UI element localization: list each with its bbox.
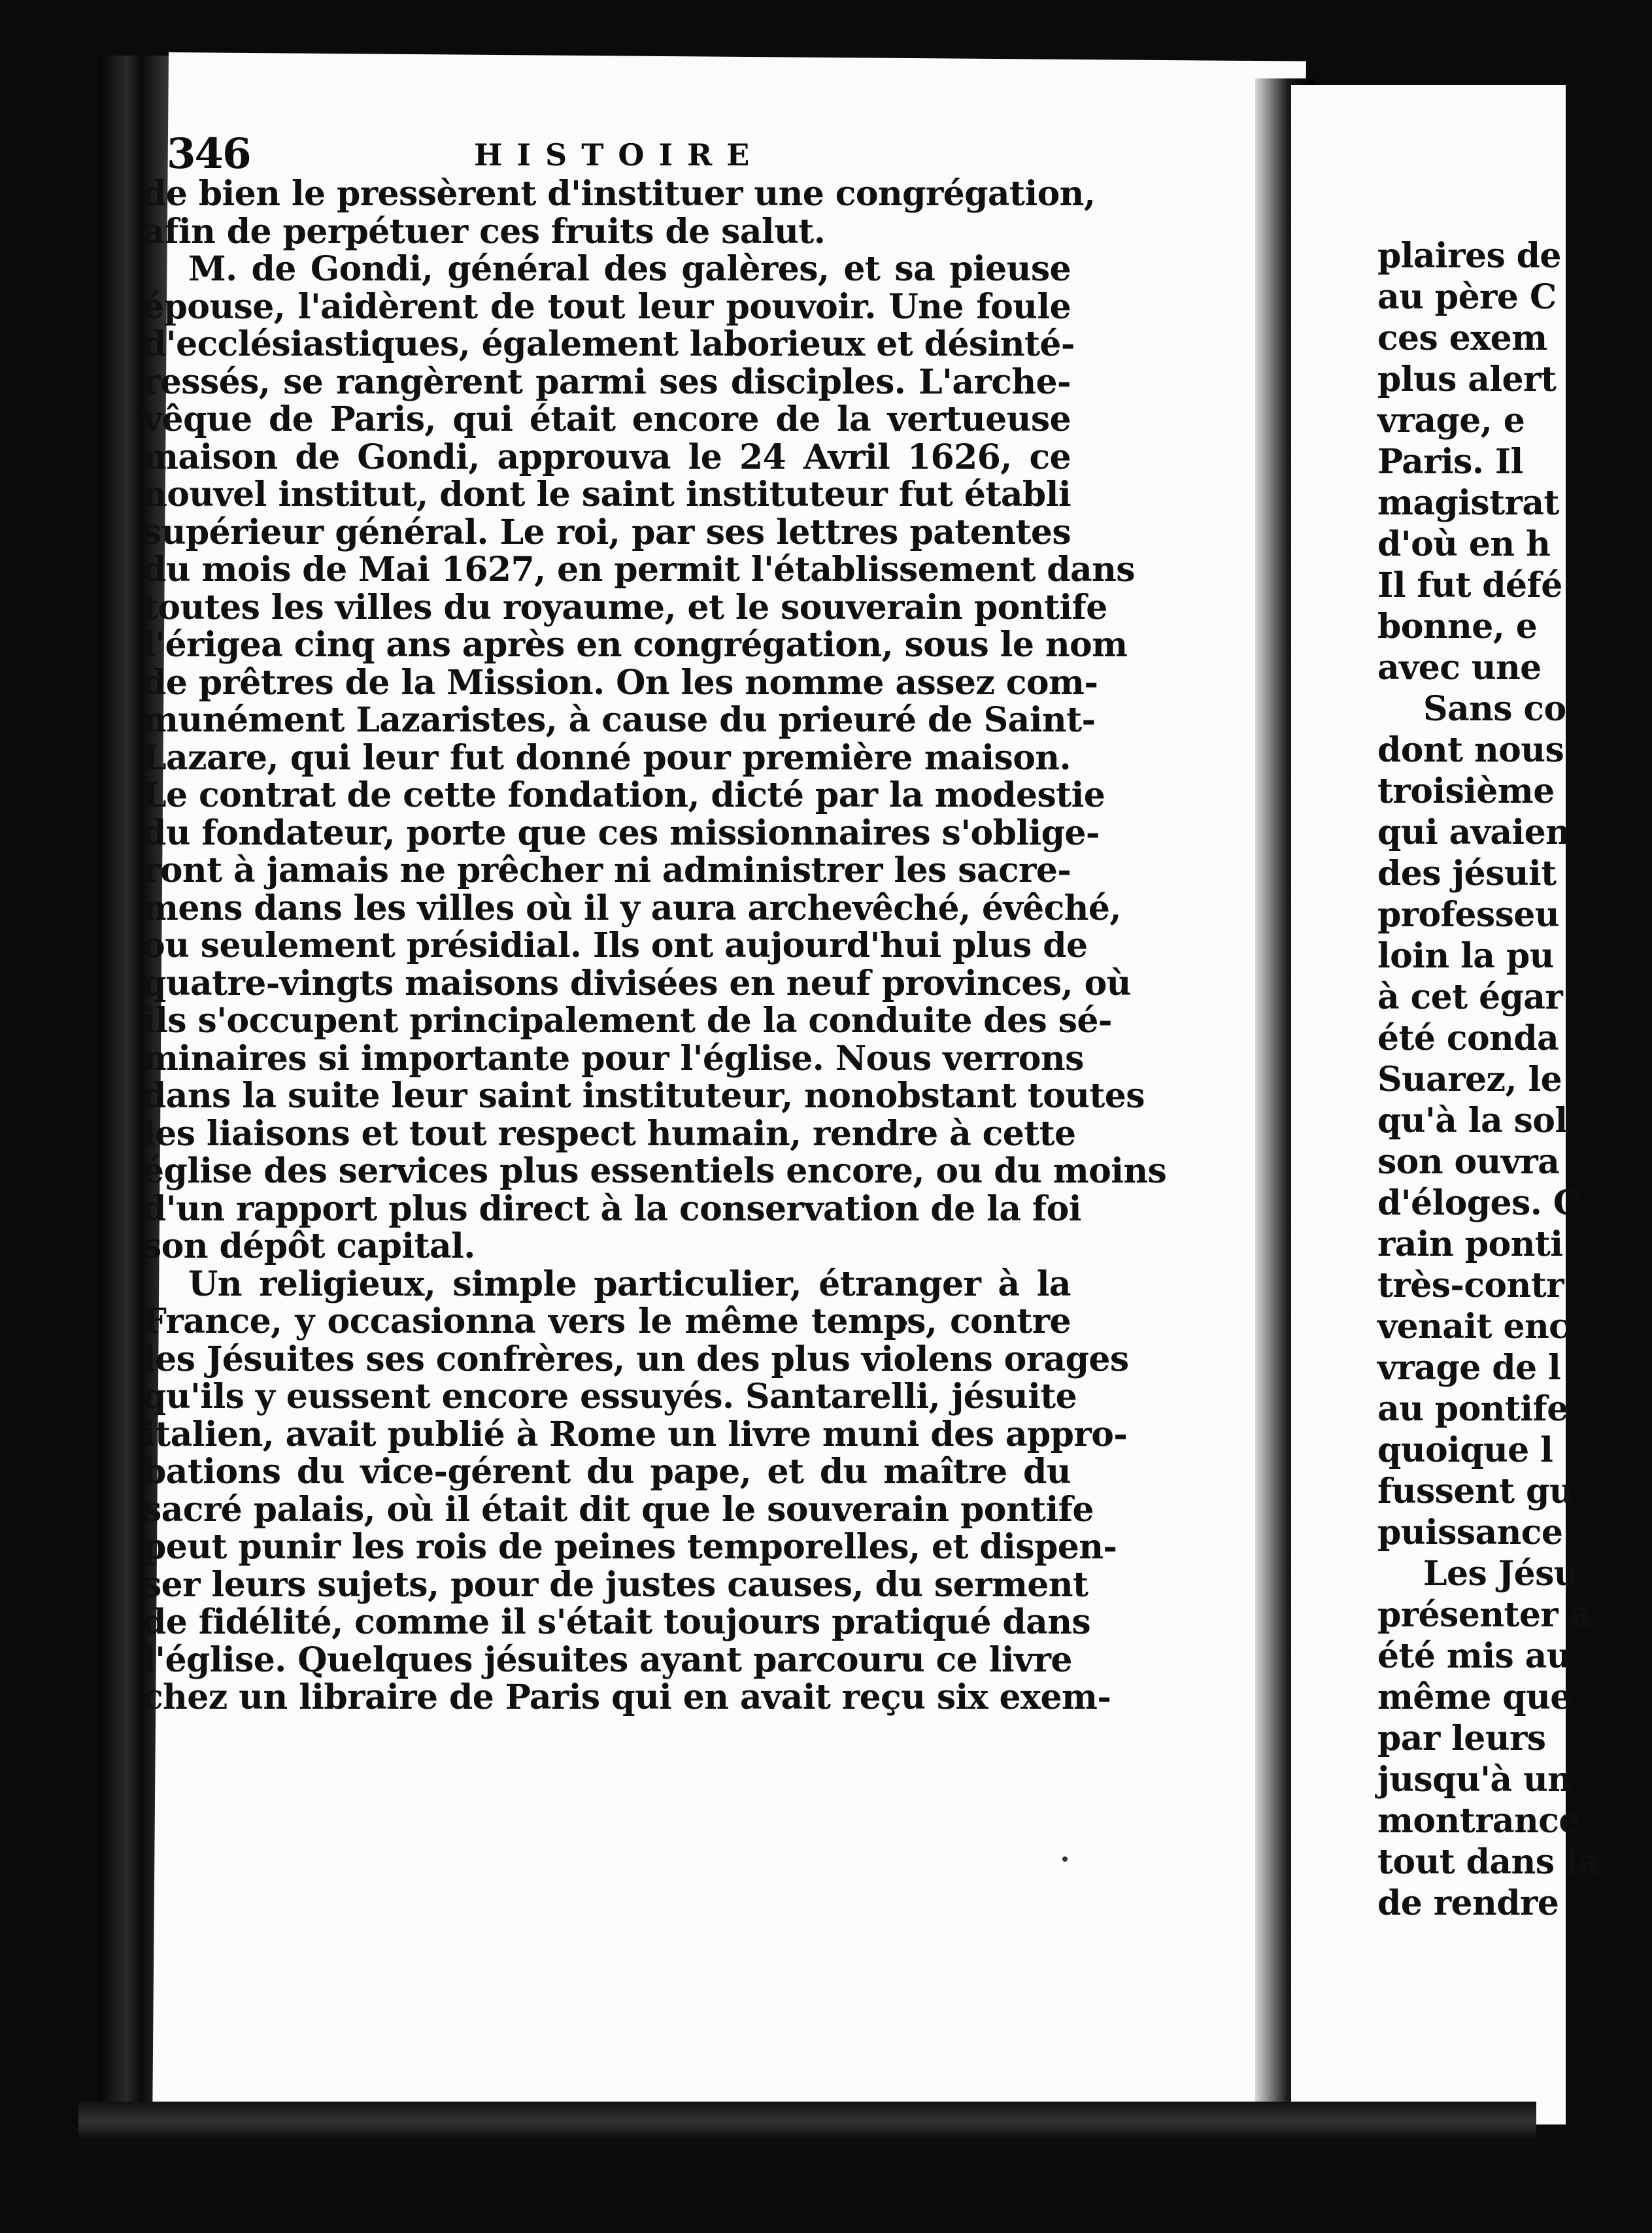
text-line: au père C [1377,277,1557,317]
text-line: ser leurs sujets, pour de justes causes, du serment [143,1564,1088,1605]
text-line: de fidélité, comme il s'était toujours pratiqué dans [143,1602,1091,1642]
text-line: de prêtres de la Mission. On les nomme assez com- [143,662,1098,703]
text-line: toutes les villes du royaume, et le souverain pontife [143,587,1107,628]
text-line: Lazare, qui leur fut donné pour première maison. [143,737,1071,778]
text-line: nouvel institut, dont le saint instituteur fut établi [143,475,1071,514]
text-line: très-contr [1377,1266,1564,1305]
paper-speck [1062,1856,1068,1862]
text-line: de rendre [1377,1883,1559,1923]
text-line: l'érigea cinq ans après en congrégation, sous le nom [143,625,1128,665]
text-line: vrage, e [1377,401,1525,441]
text-line: ils s'occupent principalement de la conduite des sé- [143,1001,1112,1041]
text-line: bonne, e [1377,607,1538,646]
text-line: jusqu'à un [1377,1760,1572,1800]
text-line: vrage de l [1377,1348,1561,1388]
text-line: par leurs [1377,1719,1546,1758]
text-line: puissance [1377,1513,1563,1553]
text-line: chez un libraire de Paris qui en avait reçu six exem- [143,1677,1111,1717]
text-line: son ouvra [1377,1142,1560,1182]
text-line: tout dans la [1377,1842,1600,1882]
text-line: ront à jamais ne prêcher ni administrer les sacre- [143,850,1071,890]
text-line: ces exem [1377,318,1547,358]
running-title: HISTOIRE [474,137,764,173]
text-line: fussent gu [1377,1471,1574,1511]
text-line: venait enc [1377,1307,1570,1347]
text-line: bations du vice-gérent du pape, et du maître du [143,1452,1071,1492]
left-page-text [143,174,1167,1717]
text-line: d'où en h [1377,524,1551,564]
text-line: magistrat [1377,483,1559,523]
text-line: qui avaien [1377,813,1570,852]
text-line: M. de Gondi, général des galères, et sa pieuse [188,249,1071,289]
text-line: été conda [1377,1018,1559,1058]
text-line: Les Jésu [1423,1554,1578,1594]
text-line: rain ponti [1377,1224,1563,1264]
text-line: quatre-vingts maisons divisées en neuf provinces, où [143,963,1131,1003]
text-line: ressés, se rangèrent parmi ses disciples. L'arche- [143,361,1071,402]
text-line: Paris. Il [1377,442,1523,482]
text-line: qu'ils y eussent encore essuyés. Santarelli, jésuite [143,1377,1077,1417]
right-page [1291,85,1600,2124]
text-line: qu'à la sol [1377,1101,1568,1141]
text-line: quoique l [1377,1430,1553,1470]
text-line: italien, avait publié à Rome un livre muni des appro- [143,1414,1128,1454]
text-line: loin la pu [1377,936,1554,976]
text-line: montrance [1377,1801,1580,1841]
text-line: d'ecclésiastiques, également laborieux et désinté- [143,324,1075,364]
text-line: sacré palais, où il était dit que le souverain pontife [143,1489,1094,1530]
text-line: été mis au [1377,1636,1571,1676]
text-line: plus alert [1377,360,1557,399]
book-bottom-edge [78,2102,1536,2141]
text-line: son dépôt capital. [143,1226,475,1266]
text-line: des jésuit [1377,854,1557,894]
text-line: supérieur général. Le roi, par ses lettres patentes [143,512,1071,552]
text-line: ou seulement présidial. Ils ont aujourd'hui plus de [143,926,1088,965]
text-line: munément Lazaristes, à cause du prieuré de Saint- [143,700,1096,740]
text-line: Sans co [1423,689,1566,729]
text-line: d'un rapport plus direct à la conservation de la foi [143,1188,1081,1229]
text-line: de bien le pressèrent d'instituer une congrégation, [143,174,1096,214]
text-line: église des services plus essentiels encore, ou du moins [143,1151,1167,1191]
text-line: présenter a [1377,1595,1591,1635]
text-line: Un religieux, simple particulier, étranger à la [188,1264,1071,1304]
text-line: afin de perpétuer ces fruits de salut. [143,211,826,252]
text-line: Il fut défé [1377,565,1562,605]
text-line: du fondateur, porte que ces missionnaires s'oblige- [143,813,1100,853]
text-line: troisième [1377,771,1555,811]
page-number: 346 [167,129,250,178]
text-line: France, y occasionna vers le même temps, contre [143,1301,1071,1341]
text-line: Suarez, le [1377,1060,1562,1100]
text-line: maison de Gondi, approuva le 24 Avril 1626, ce [143,437,1071,477]
text-line: professeu [1377,895,1559,935]
text-line: dont nous [1377,730,1564,770]
text-line: au pontife [1377,1389,1568,1429]
text-line: avec une [1377,648,1542,688]
text-line: épouse, l'aidèrent de tout leur pouvoir. Une foule [143,286,1071,327]
text-line: plaires de [1377,236,1561,276]
text-line: d'éloges. C [1377,1183,1580,1223]
text-line: l'église. Quelques jésuites ayant parcouru ce livre [143,1639,1072,1680]
text-line: Le contrat de cette fondation, dicté par la modestie [143,775,1105,815]
right-page-text [1377,235,1652,1924]
text-line: même que [1377,1677,1572,1717]
text-line: dans la suite leur saint instituteur, nonobstant toutes [143,1076,1145,1116]
text-line: les Jésuites ses confrères, un des plus violens orages [143,1339,1129,1379]
text-line: minaires si importante pour l'église. Nous verrons [143,1038,1084,1079]
text-line: du mois de Mai 1627, en permit l'établissement dans [143,550,1135,590]
text-line: les liaisons et tout respect humain, rendre à cette [143,1113,1076,1154]
text-line: mens dans les villes où il y aura archevêché, évêché, [143,888,1121,928]
text-line: vêque de Paris, qui était encore de la vertueuse [143,399,1071,439]
text-line: à cet égar [1377,977,1563,1017]
text-line: peut punir les rois de peines temporelles, et dispen- [143,1527,1117,1567]
